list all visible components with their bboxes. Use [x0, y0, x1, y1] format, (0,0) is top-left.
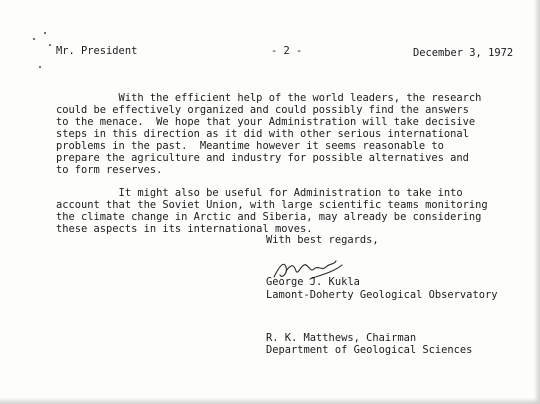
- paragraph-line: prepare the agriculture and industry for possible alternatives and: [56, 152, 469, 164]
- page-number: - 2 -: [271, 45, 303, 57]
- paragraph-line: It might also be useful for Administration to take into: [56, 187, 463, 199]
- closing: With best regards,: [266, 234, 379, 246]
- signatory-2-name: R. K. Matthews, Chairman: [266, 332, 417, 344]
- signatory-1-name: George J. Kukla: [266, 276, 360, 288]
- paragraph-line: to the menace. We hope that your Administration will take decisive: [56, 116, 476, 128]
- ink-speck: [33, 38, 35, 40]
- ink-speck: [44, 32, 46, 34]
- paragraph-line: could be effectively organized and could possibly find the answers: [56, 104, 469, 116]
- signatory-2-affiliation: Department of Geological Sciences: [266, 344, 473, 356]
- addressee: Mr. President: [56, 45, 138, 57]
- paragraph-line: account that the Soviet Union, with large scientific teams monitoring: [56, 199, 488, 211]
- paragraph-line: With the efficient help of the world leaders, the research: [56, 92, 482, 104]
- signatory-1-affiliation: Lamont-Doherty Geological Observatory: [266, 289, 498, 301]
- paragraph-line: these aspects in its international moves.: [56, 223, 313, 235]
- ink-speck: [49, 44, 51, 46]
- paragraph-line: to form reserves.: [56, 164, 163, 176]
- paragraph-line: the climate change in Arctic and Siberia, may already be considering: [56, 211, 482, 223]
- letter-date: December 3, 1972: [413, 47, 514, 59]
- paragraph-line: problems in the past. Meantime however it seems reasonable to: [56, 140, 444, 152]
- ink-speck: [39, 66, 41, 68]
- paragraph-line: steps in this direction as it did with other serious international: [56, 128, 469, 140]
